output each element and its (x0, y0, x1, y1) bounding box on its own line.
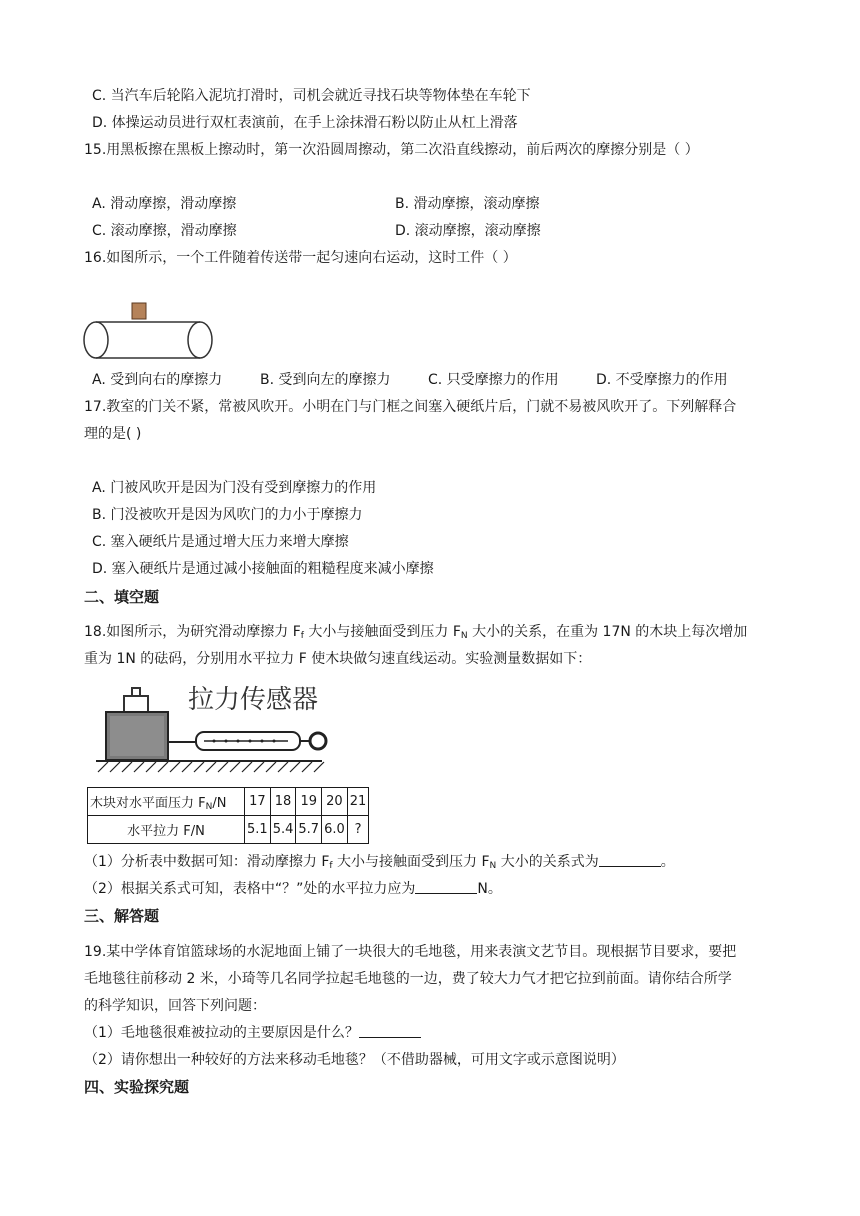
table-cell: 21 (347, 788, 369, 816)
q17-option-c: C. 塞入硬纸片是通过增大压力来增大摩擦 (92, 534, 349, 550)
q19-stem-line1: 19.某中学体育馆篮球场的水泥地面上铺了一块很大的毛地毯，用来表演文艺节目。现根据节目要求，要把 (84, 944, 737, 960)
q17-stem-line1: 17.教室的门关不紧，常被风吹开。小明在门与门框之间塞入硬纸片后，门就不易被风吹开了。下列解释合 (84, 399, 737, 415)
q16-option-d: D. 不受摩擦力的作用 (596, 372, 728, 388)
section-heading-answer: 三、解答题 (84, 907, 160, 925)
table-header-pressure: 木块对水平面压力 $F_N/N$ (88, 788, 245, 816)
workpiece-block (132, 303, 146, 319)
table-cell: 20 (322, 788, 348, 816)
table-cell: 17 (245, 788, 271, 816)
q16-stem: 16.如图所示，一个工件随着传送带一起匀速向右运动，这时工件（ ） (84, 250, 517, 266)
q14-option-d: D. 体操运动员进行双杠表演前，在手上涂抹滑石粉以防止从杠上滑落 (92, 115, 518, 131)
table-cell: 5.7 (296, 816, 322, 844)
q17-option-a: A. 门被风吹开是因为门没有受到摩擦力的作用 (92, 480, 377, 496)
q18-stem-line2: 重为 1N 的砝码，分别用水平拉力 F 使木块做匀速直线运动。实验测量数据如下： (84, 651, 592, 667)
table-cell: 6.0 (322, 816, 348, 844)
weight-knob (132, 688, 140, 696)
section-heading-fill-blank: 二、填空题 (84, 588, 160, 606)
q16-option-c: C. 只受摩擦力的作用 (428, 372, 559, 388)
ground-hatching (98, 762, 324, 772)
q15-option-b: B. 滑动摩擦，滚动摩擦 (395, 196, 540, 212)
table-cell: ? (347, 816, 369, 844)
q19-part2: （2）请你想出一种较好的方法来移动毛地毯？（不借助器械，可用文字或示意图说明） (84, 1052, 625, 1068)
table-header-pull-force: 水平拉力 F/N (88, 816, 245, 844)
q19-stem-line2: 毛地毯往前移动 2 米，小琦等几名同学拉起毛地毯的一边，费了较大力气才把它拉到前面。请你结合所学 (84, 971, 732, 987)
table-cell: 5.1 (245, 816, 271, 844)
q17-option-d: D. 塞入硬纸片是通过减小接触面的粗糙程度来减小摩擦 (92, 561, 434, 577)
q16-option-a: A. 受到向右的摩擦力 (92, 372, 223, 388)
table-cell: 18 (270, 788, 296, 816)
q17-stem-line2: 理的是( ) (84, 426, 142, 442)
q18-part1: （1）分析表中数据可知：滑动摩擦力 $F_f$ 大小与接触面受到压力 $F_N$ 大小的关系式为 。 (84, 854, 675, 871)
right-roller (188, 322, 212, 358)
q15-stem: 15.用黑板擦在黑板上擦动时，第一次沿圆周擦动，第二次沿直线擦动，前后两次的摩擦分别是（ ） (84, 142, 699, 158)
q17-option-b: B. 门没被吹开是因为风吹门的力小于摩擦力 (92, 507, 363, 523)
friction-data-table (87, 787, 369, 844)
table-cell: 19 (296, 788, 322, 816)
q18-part2: （2）根据关系式可知，表格中“？”处的水平拉力应为 N。 (84, 881, 502, 897)
answer-blank[interactable] (599, 852, 661, 867)
q14-option-c: C. 当汽车后轮陷入泥坑打滑时，司机会就近寻找石块等物体垫在车轮下 (92, 88, 531, 104)
answer-blank[interactable] (415, 879, 477, 894)
conveyor-belt-figure (80, 298, 220, 362)
sensor-label: 拉力传感器 (188, 685, 319, 715)
answer-blank[interactable] (359, 1023, 421, 1038)
q18-stem-line1: 18.如图所示，为研究滑动摩擦力 $F_f$ 大小与接触面受到压力 $F_N$ 大小的关系，在重为 17N 的木块上每次增加 (84, 624, 748, 641)
q15-option-c: C. 滚动摩擦，滑动摩擦 (92, 223, 237, 239)
table-row (88, 788, 369, 816)
sensor-ring (310, 733, 326, 749)
section-heading-experiment: 四、实验探究题 (84, 1078, 190, 1096)
q16-option-b: B. 受到向左的摩擦力 (260, 372, 391, 388)
table-row (88, 816, 369, 844)
q15-option-a: A. 滑动摩擦，滑动摩擦 (92, 196, 237, 212)
weight-stack (124, 696, 148, 712)
q15-option-d: D. 滚动摩擦，滚动摩擦 (395, 223, 541, 239)
left-roller (84, 322, 108, 358)
friction-experiment-figure (92, 680, 354, 782)
q19-stem-line3: 的科学知识，回答下列问题： (84, 998, 266, 1014)
table-cell: 5.4 (270, 816, 296, 844)
q19-part1: （1）毛地毯很难被拉动的主要原因是什么？ (84, 1023, 421, 1043)
